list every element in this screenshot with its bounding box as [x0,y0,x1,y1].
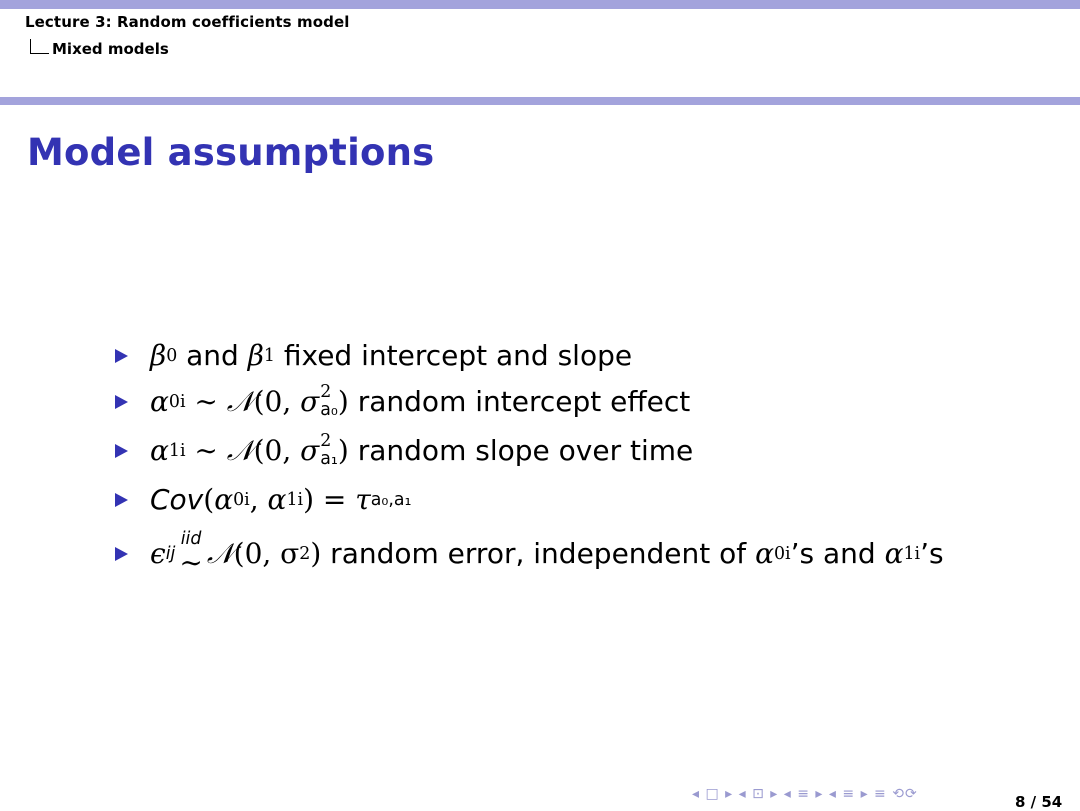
sigma-superscript: 2 [320,431,332,452]
sigma-superscript: 2 [320,382,332,403]
tilde-symbol: ∼ [185,384,227,418]
header-separator-bar [0,97,1080,105]
epsilon-symbol: ϵ [150,537,166,570]
bullet-text: random intercept effect [348,384,691,418]
triangle-bullet-icon [115,444,128,458]
dist-close: ) [310,537,322,570]
dist-args: (0, [253,433,301,467]
tilde-symbol: ∼ [185,433,227,467]
bullet-item: β 0 and β 1 fixed intercept and slope [115,335,944,377]
assumption-list [115,335,944,584]
section-breadcrumb [30,40,169,58]
sigma-scripts [320,433,338,468]
bullet-text: fixed intercept and slope [274,339,633,372]
alpha0-symbol: α [755,537,774,570]
normal-dist-symbol: 𝒩 [226,384,254,418]
bullet-text: random error, independent of [321,537,756,570]
open-paren: ( [203,482,215,516]
normal-dist-symbol: 𝒩 [206,537,234,570]
comma: , [249,482,268,516]
sigma-scripts [320,384,338,419]
alpha1-symbol: α [884,537,904,570]
sigma-subscript: a₁ [320,448,338,469]
alpha0-symbol: α [214,482,234,516]
equals-sign: = [314,482,356,516]
tree-corner-icon [30,39,49,54]
dist-args: (0, σ [233,537,300,570]
cov-label: Cov [150,482,204,516]
alpha0-symbol: α [150,384,169,418]
beta0-symbol: β [150,339,167,372]
triangle-bullet-icon [115,395,128,409]
and-text: and [177,339,248,372]
bullet-text: ’s [920,537,944,570]
beta1-symbol: β [247,339,264,372]
dist-args: (0, [253,384,301,418]
bullet-item: α 1i ∼ 𝒩 (0, σ 2 a₁ ) random slope over time [115,426,944,475]
normal-dist-symbol: 𝒩 [226,433,254,467]
alpha1-symbol: α [150,433,169,467]
bullet-item: Cov ( α 0i , α 1i ) = τ a₀,a₁ [115,475,944,524]
close-paren: ) [303,482,315,516]
bullet-item: α 0i ∼ 𝒩 (0, σ 2 a₀ ) random intercept effect [115,377,944,426]
dist-close: ) [337,384,349,418]
tilde-symbol: ∼ [179,545,203,579]
sigma-symbol: σ [300,384,320,418]
page-number: 8 / 54 [1015,793,1063,811]
iid-label: iid [180,529,202,550]
top-header-bar [0,0,1080,9]
bullet-text: random slope over time [348,433,694,467]
frame-title: Model assumptions [27,131,435,174]
subsection-label: Mixed models [52,40,169,58]
beamer-navigation-icons[interactable]: ◂ □ ▸ ◂ ⊡ ▸ ◂ ≡ ▸ ◂ ≡ ▸ ≡ ⟲⟳ [692,786,918,802]
iid-tilde [179,529,203,579]
triangle-bullet-icon [115,349,128,363]
lecture-title: Lecture 3: Random coefficients model [25,13,350,31]
triangle-bullet-icon [115,493,128,507]
triangle-bullet-icon [115,547,128,561]
sigma-subscript: a₀ [320,399,338,420]
bullet-item: ϵ ij iid ∼ 𝒩 (0, σ 2 ) random error, independent of α 0i ’s and α 1i ’s [115,524,944,584]
dist-close: ) [337,433,349,467]
alpha1-symbol: α [267,482,287,516]
bullet-text: ’s and [790,537,885,570]
sigma-symbol: σ [300,433,320,467]
tau-symbol: τ [355,482,371,516]
